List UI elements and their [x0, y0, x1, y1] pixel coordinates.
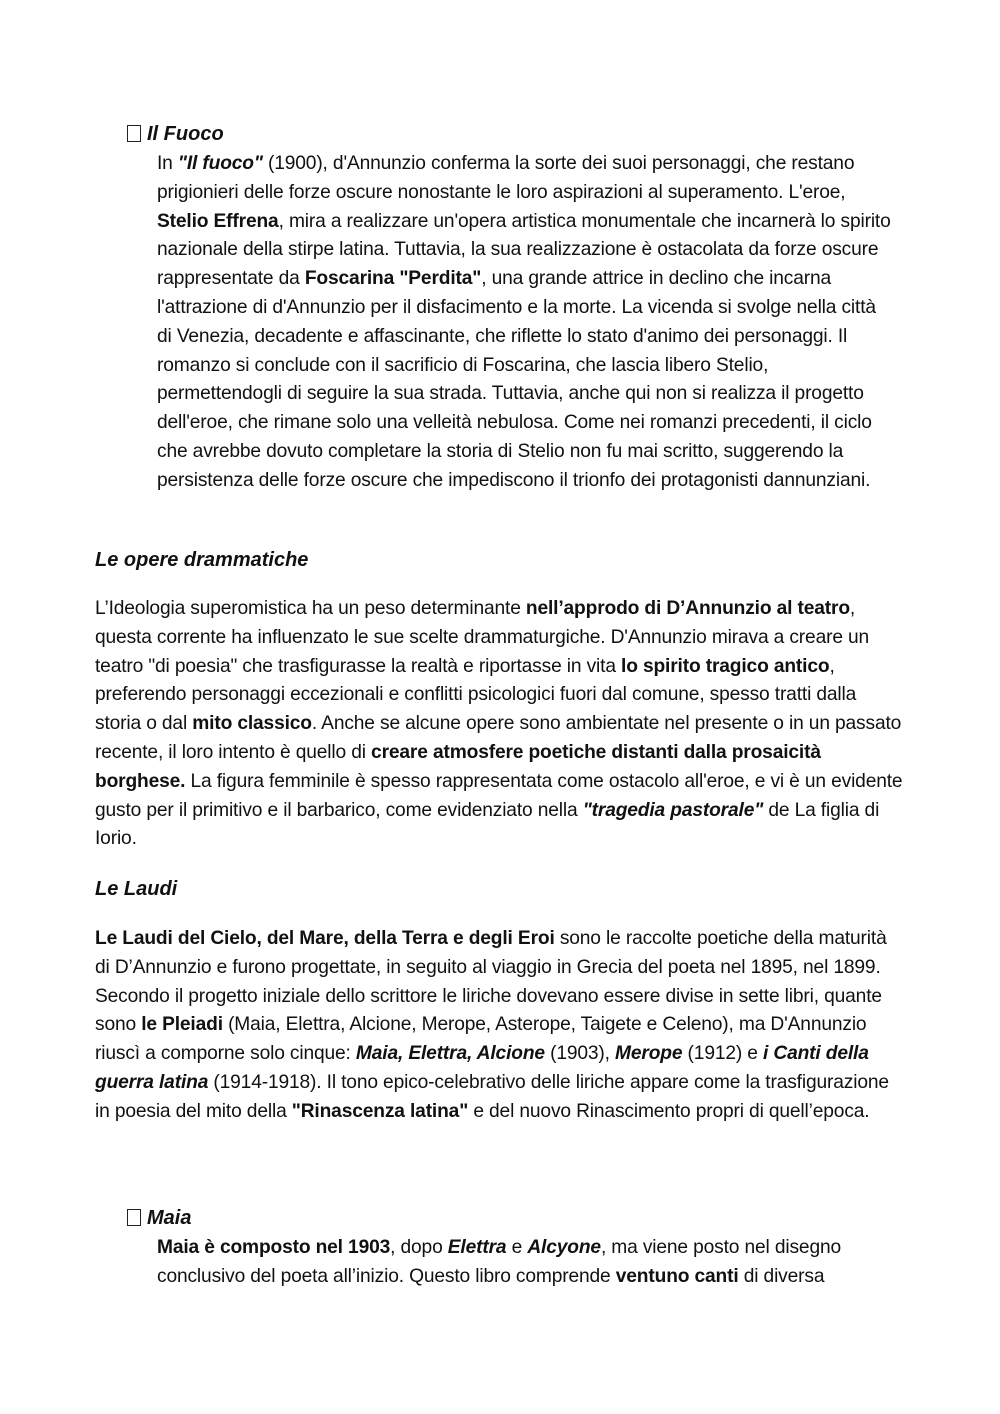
text-run-bold-italic: Alcyone	[527, 1237, 601, 1258]
text-run-bold-italic: Elettra	[447, 1237, 507, 1258]
text-run-bold: Foscarina "Perdita"	[304, 268, 482, 290]
text-run: L’Ideologia superomistica ha un peso determinante	[95, 598, 526, 619]
bullet-heading-maia	[127, 1204, 191, 1232]
text-run-bold-italic: i Canti della guerra latina	[95, 1043, 869, 1093]
text-run: (1900), d'Annunzio conferma la sorte dei suoi personaggi, che restano prigionieri delle forze oscure nonostante le loro aspirazioni al superamento. L'eroe,	[157, 153, 855, 203]
paragraph-il-fuoco	[157, 150, 892, 496]
text-run: (1914-1918). Il tono epico-celebrativo delle liriche appare come la trasfigurazione in poesia del mito della	[95, 1071, 889, 1122]
text-run: , ma viene posto nel disegno conclusivo del poeta all’inizio. Questo libro comprende	[157, 1237, 842, 1287]
text-run: In	[157, 153, 178, 174]
text-run-bold: Stelio Effrena	[157, 210, 279, 232]
text-run-bold: lo spirito tragico antico	[621, 655, 830, 677]
text-run: (Maia, Elettra, Alcione, Merope, Asterope, Taigete e Celeno), ma D'Annunzio riuscì a comporne solo cinque:	[95, 1014, 867, 1065]
text-run: , questa corrente ha influenzato le sue scelte drammaturgiche. D'Annunzio mirava a creare un teatro "di poesia" che trasfigurasse la realtà e riportasse in vita	[95, 598, 870, 677]
text-run: (1903),	[544, 1043, 616, 1065]
text-run-bold: le Pleiadi	[141, 1014, 223, 1036]
text-run-bold-italic: "Il fuoco"	[177, 153, 263, 174]
heading-opere-drammatiche: Le opere drammatiche	[95, 549, 309, 571]
text-run-bold-italic: Maia, Elettra, Alcione	[355, 1043, 545, 1065]
missing-glyph-bullet-icon	[127, 125, 141, 142]
heading-il-fuoco: Il Fuoco	[147, 123, 224, 145]
paragraph-opere-drammatiche	[95, 595, 903, 854]
text-run-bold: "Rinascenza latina"	[291, 1100, 469, 1122]
text-run-bold: Le Laudi del Cielo, del Mare, della Terra e degli Eroi	[95, 928, 555, 949]
paragraph-le-laudi	[95, 925, 903, 1127]
text-run-bold: Maia è composto nel 1903	[157, 1237, 391, 1258]
text-run: , mira a realizzare un'opera artistica monumentale che incarnerà lo spirito nazionale della stirpe latina. Tuttavia, la sua realizzazione è ostacolata da forze oscure rappresentate da	[157, 210, 891, 290]
text-run: La figura femminile è spesso rappresentata come ostacolo all'eroe, e vi è un evidente gusto per il primitivo e il barbarico, come evidenziato nella	[95, 770, 903, 821]
text-run-bold: nell’approdo di D’Annunzio al teatro	[525, 598, 850, 619]
text-run: . Anche se alcune opere sono ambientate nel presente o in un passato recente, il loro intento è quello di	[95, 713, 902, 763]
text-run: , una grande attrice in declino che incarna l'attrazione di d'Annunzio per il disfacimento e la morte. La vicenda si svolge nella città di Venezia, decadente e affascinante, che riflette lo stato d'animo dei personaggi. Il romanzo si conclude con il sacrificio di Foscarina, che lascia libero Stelio, permettendogli di seguire la sua strada. Tuttavia, anche qui non si realizza il progetto dell'eroe, che rimane solo una velleità nebulosa. Come nei romanzi precedenti, il ciclo che avrebbe dovuto completare la storia di Stelio non fu mai scritto, suggerendo la persistenza delle forze oscure che impediscono il trionfo dei protagonisti dannunziani.	[157, 268, 876, 491]
bullet-heading-il-fuoco	[127, 120, 224, 148]
text-run-bold: ventuno canti	[615, 1265, 739, 1287]
text-run: de La figlia di Iorio.	[95, 799, 880, 850]
text-run: , dopo	[390, 1237, 448, 1258]
text-run-bold: mito classico	[192, 713, 312, 735]
paragraph-maia	[157, 1234, 892, 1292]
text-run: e del nuovo Rinascimento propri di quell’epoca.	[468, 1100, 870, 1122]
heading-maia: Maia	[147, 1207, 192, 1229]
text-run: e	[506, 1237, 528, 1258]
text-run-bold: creare atmosfere poetiche distanti dalla prosaicità borghese.	[95, 741, 821, 792]
text-run: , preferendo personaggi eccezionali e conflitti psicologici fuori dal comune, spesso tratti dalla storia o dal	[95, 655, 857, 735]
text-run: sono le raccolte poetiche della maturità di D’Annunzio e furono progettate, in seguito al viaggio in Grecia del poeta nel 1895, nel 1899. Secondo il progetto iniziale dello scrittore le liriche dovevano essere divise in sette libri, quante sono	[95, 928, 887, 1036]
text-run: (1912) e	[682, 1043, 764, 1065]
text-run-bold-italic: "tragedia pastorale"	[582, 799, 764, 821]
heading-le-laudi: Le Laudi	[95, 878, 178, 900]
text-run: di diversa	[738, 1265, 825, 1287]
text-run-bold-italic: Merope	[615, 1043, 683, 1065]
missing-glyph-bullet-icon	[127, 1209, 141, 1226]
